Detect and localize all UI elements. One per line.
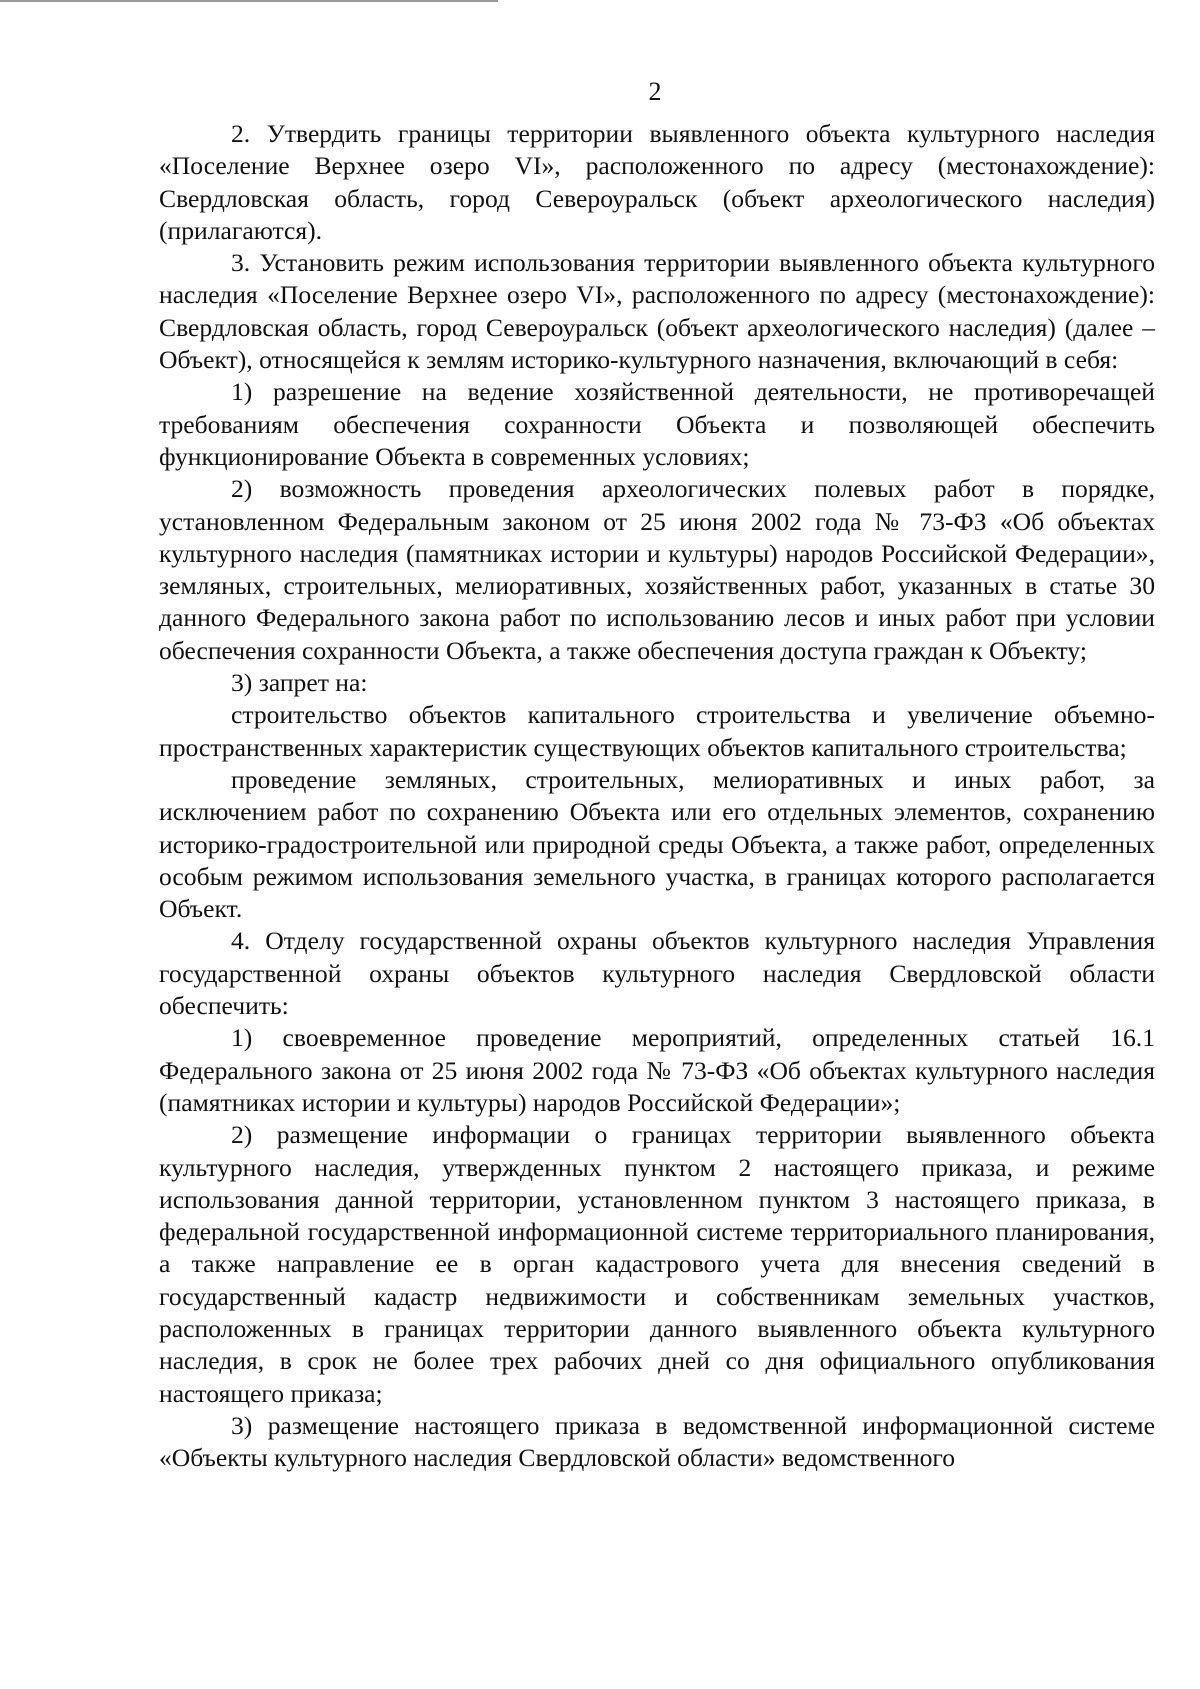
paragraph-item-2: 2. Утвердить границы территории выявленного объекта культурного наследия «Поселение Верхнее озеро VI», расположенного по адресу (местонахождение): Свердловская область, город Североуральск (объект археологического наследия) (прилагаются). [159, 119, 1155, 245]
paragraph-subitem-3-2: 2) возможность проведения археологических полевых работ в порядке, установленном Федеральным законом от 25 июня 2002 года № 73-ФЗ «Об объектах культурного наследия (памятниках истории и культуры) народов Российской Федерации», земляных, строительных, мелиоративных, хозяйственных работ, указанных в статье 30 данного Федерального закона работ по использованию лесов и иных работ при условии обеспечения сохранности Объекта, а также обеспечения доступа граждан к Объекту; [159, 474, 1155, 665]
paragraph-subitem-4-2: 2) размещение информации о границах территории выявленного объекта культурного наследия, утвержденных пунктом 2 настоящего приказа, и режиме использования данной территории, установленном пунктом 3 настоящего приказа, в федеральной государственной информационной системе территориального планирования, а также направление ее в орган кадастрового учета для внесения сведений в государственный кадастр недвижимости и собственникам земельных участков, расположенных в границах территории данного выявленного объекта культурного наследия, в срок не более трех рабочих дней со дня официального опубликования настоящего приказа; [159, 1120, 1155, 1408]
paragraph-prohibition-works: проведение земляных, строительных, мелиоративных и иных работ, за исключением работ по сохранению Объекта или его отдельных элементов, сохранению историко-градостроительной или природной среды Объекта, а также работ, определенных особым режимом использования земельного участка, в границах которого располагается Объект. [159, 764, 1155, 924]
paragraph-subitem-4-3: 3) размещение настоящего приказа в ведомственной информационной системе «Объекты культурного наследия Свердловской области» ведомственного [159, 1410, 1155, 1473]
paragraph-subitem-3-3: 3) запрет на: [231, 668, 368, 698]
paragraph-subitem-3-1: 1) разрешение на ведение хозяйственной деятельности, не противоречащей требованиям обеспечения сохранности Объекта и позволяющей обеспечить функционирование Объекта в современных условиях; [159, 377, 1155, 471]
paragraph-subitem-4-1: 1) своевременное проведение мероприятий, определенных статьей 16.1 Федерального закона от 25 июня 2002 года № 73-ФЗ «Об объектах культурного наследия (памятниках истории и культуры) народов Российской Федерации»; [159, 1023, 1155, 1117]
page-number: 2 [648, 77, 662, 106]
paragraph-item-4: 4. Отделу государственной охраны объектов культурного наследия Управления государственной охраны объектов культурного наследия Свердловской области обеспечить: [159, 926, 1155, 1021]
scan-edge-line [0, 0, 498, 2]
paragraph-item-3: 3. Установить режим использования территории выявленного объекта культурного наследия «Поселение Верхнее озеро VI», расположенного по адресу (местонахождение): Свердловская область, город Североуральск (объект археологического наследия) (далее – Объект), относящейся к землям историко-культурного назначения, включающий в себя: [159, 248, 1155, 375]
paragraph-prohibition-construction: строительство объектов капитального строительства и увеличение объемно-пространственных характеристик существующих объектов капитального строительства; [159, 700, 1155, 762]
document-body [159, 118, 1155, 1474]
